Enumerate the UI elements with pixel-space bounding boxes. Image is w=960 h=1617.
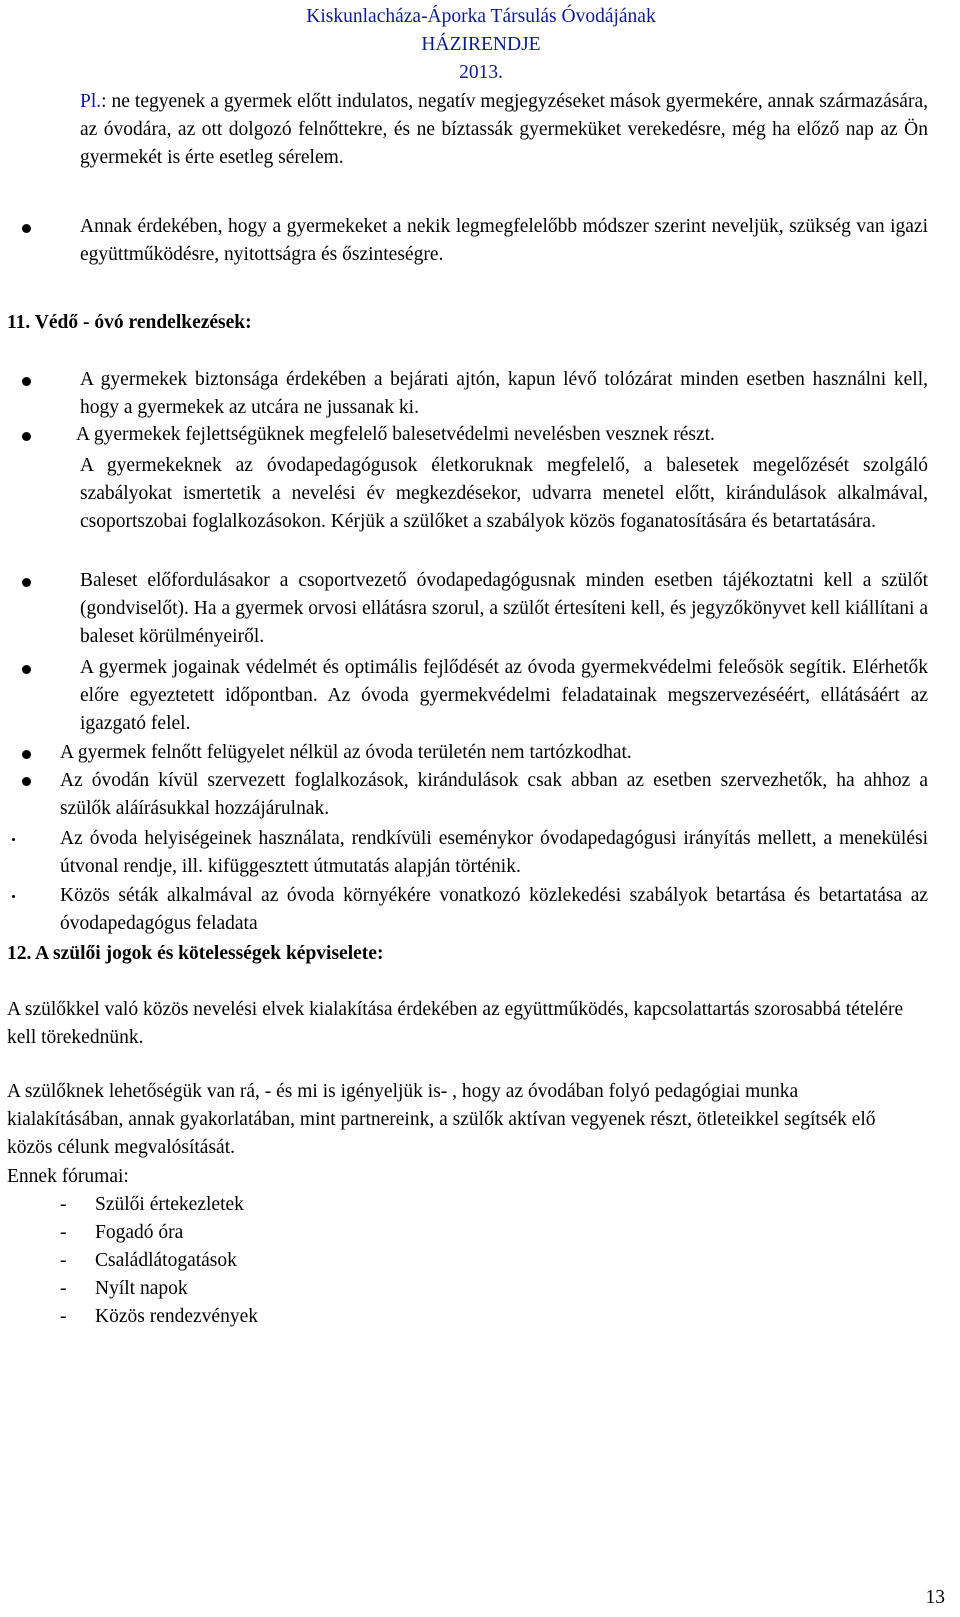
forum-dash: - <box>60 1222 67 1243</box>
section11-item-4: Baleset előfordulásakor a csoportvezető óvodapedagógusnak minden esetben tájékoztatni kell a szülőt (gondviselőt). Ha a gyermek orvosi ellátásra szorul, a szülőt értesíteni kell, és jegyzőkönyvet kell kiállítani a baleset körülményeiről. <box>80 570 928 647</box>
intro-paragraph <box>80 88 928 172</box>
section12-title: 12. A szülői jogok és kötelességek képviselete: <box>7 943 384 964</box>
forum-item-2: Fogadó óra <box>95 1222 184 1243</box>
forums-label: Ennek fórumai: <box>7 1166 129 1187</box>
section11-item-8: Az óvoda helyiségeinek használata, rendkívüli eseménykor óvodapedagógusi irányítás mellett, a menekülési útvonal rendje, ill. kifüggesztett útmutatás alapján történik. <box>60 828 928 877</box>
forum-item-4: Nyílt napok <box>95 1278 188 1299</box>
section11-item-1: A gyermekek biztonsága érdekében a bejárati ajtón, kapun lévő tolózárat minden esetben használni kell, hogy a gyermekek az utcára ne jussanak ki. <box>80 369 928 418</box>
forum-item-3: Családlátogatások <box>95 1250 237 1271</box>
bullet-dot-small <box>12 895 15 898</box>
header-year: 2013. <box>459 62 503 83</box>
document-header <box>0 3 960 87</box>
bullet-dot <box>22 432 31 441</box>
section11-item-5: A gyermek jogainak védelmét és optimális fejlődését az óvoda gyermekvédelmi feleősök segítik. Elérhetők előre egyeztetett időpontban. Az óvoda gyermekvédelmi feladatainak megszervezéséért, ellátásáért az igazgató felel. <box>80 657 928 734</box>
forum-item-1: Szülői értekezletek <box>95 1194 244 1215</box>
bullet-dot-small <box>12 838 15 841</box>
bullet-dot <box>22 224 31 233</box>
page-number: 13 <box>925 1587 945 1608</box>
bullet-dot <box>22 377 31 386</box>
bullet-dot <box>22 578 31 587</box>
section11-title: 11. Védő - óvó rendelkezések: <box>7 312 252 333</box>
section11-item-7: Az óvodán kívül szervezett foglalkozások, kirándulások csak abban az esetben szervezhetők, ha ahhoz a szülők aláírásukkal hozzájárulnak. <box>60 770 928 819</box>
forum-dash: - <box>60 1250 67 1271</box>
header-title: HÁZIRENDJE <box>421 34 541 55</box>
bullet-dot <box>22 665 31 674</box>
forum-dash: - <box>60 1194 67 1215</box>
forum-dash: - <box>60 1278 67 1299</box>
section12-para1: A szülőkkel való közös nevelési elvek kialakítása érdekében az együttműködés, kapcsolattartás szorosabbá tételére kell törekednünk. <box>7 999 904 1048</box>
section11-item-9: Közös séták alkalmával az óvoda környékére vonatkozó közlekedési szabályok betartása és betartatása az óvodapedagógus feladata <box>60 885 928 934</box>
section11-item-2: A gyermekek fejlettségüknek megfelelő balesetvédelmi nevelésben vesznek részt. <box>76 424 715 445</box>
bullet-dot <box>22 750 31 759</box>
header-school-name: Kiskunlacháza-Áporka Társulás Óvodájának <box>306 6 656 27</box>
section12-para2: A szülőknek lehetőségük van rá, - és mi is igényeljük is- , hogy az óvodában folyó pedagógiai munka kialakításában, annak gyakorlatában, mint partnereink, a szülők aktívan vegyenek részt, ötleteikkel segítsék elő közös célunk megvalósítását. <box>7 1081 876 1158</box>
forum-dash: - <box>60 1306 67 1327</box>
intro-prefix: Pl. <box>80 91 102 112</box>
bullet-cooperation: Annak érdekében, hogy a gyermekeket a nekik legmegfelelőbb módszer szerint neveljük, szükség van igazi együttműködésre, nyitottságra és őszinteségre. <box>80 216 928 265</box>
section11-item-6: A gyermek felnőtt felügyelet nélkül az óvoda területén nem tartózkodhat. <box>60 742 632 763</box>
bullet-dot <box>22 777 31 786</box>
section11-item-3: A gyermekeknek az óvodapedagógusok életkoruknak megfelelő, a balesetek megelőzését szolgáló szabályokat ismertetik a nevelési év megkezdésekor, udvarra menetel előtt, kirándulások alkalmával, csoportszobai foglalkozásokon. Kérjük a szülőket a szabályok közös foganatosítására és betartatására. <box>80 455 928 532</box>
intro-text: : ne tegyenek a gyermek előtt indulatos, negatív megjegyzéseket mások gyermekére, annak származására, az óvodára, az ott dolgozó felnőttekre, és ne bíztassák gyermeküket verekedésre, még ha előző nap az Ön gyermekét is érte esetleg sérelem. <box>80 91 928 168</box>
forum-item-5: Közös rendezvények <box>95 1306 258 1327</box>
